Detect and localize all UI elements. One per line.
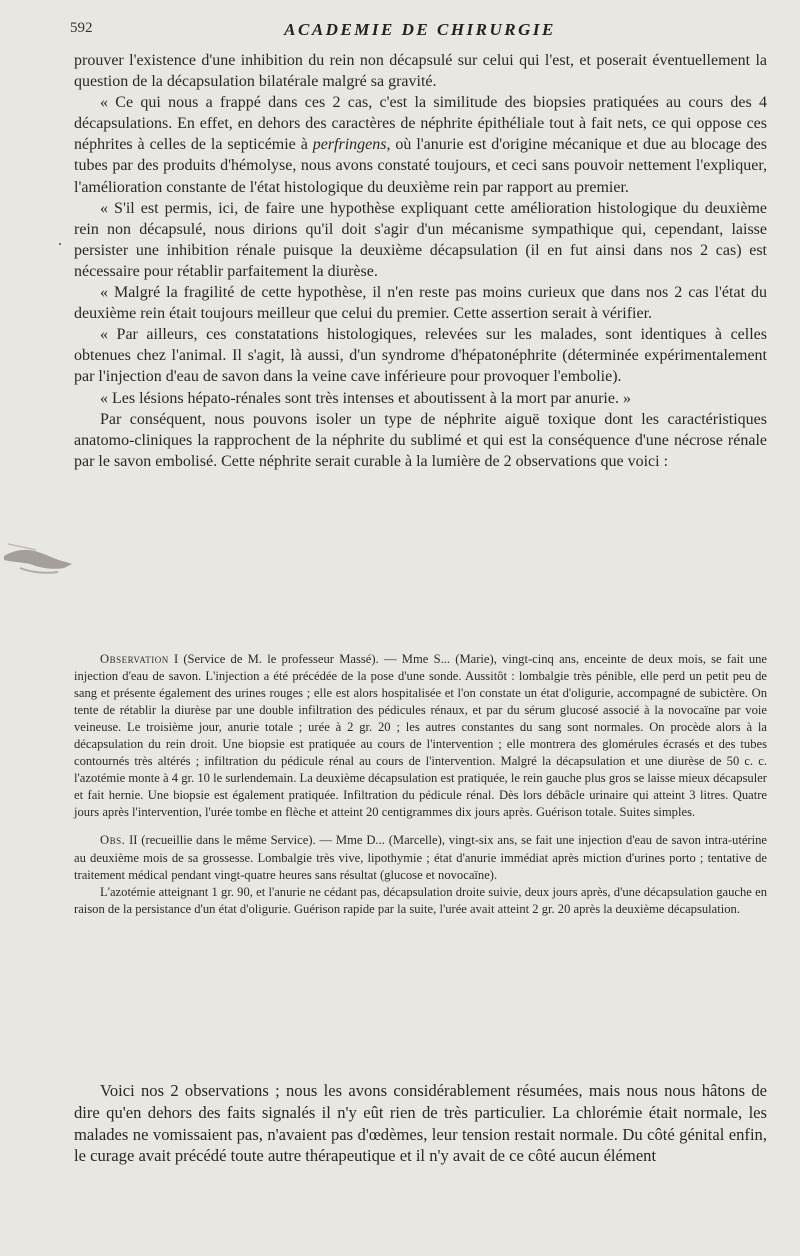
paragraph: « Par ailleurs, ces constatations histologiques, relevées sur les malades, sont identiques à celles obtenues chez l'animal. Il s'agit, là aussi, d'un syndrome d'hépatonéphrite (déterminée expérimentalement par l'injection d'eau de savon dans la veine cave inférieure pour provoquer l'embolie). — [74, 326, 767, 386]
text-run: , où l'anurie est d'origine mécanique et due au blocage des tubes par des produits d'hémolyse, nous avons constaté toujours, et ceci sans pouvoir nettement l'expliquer, l'amélioration constante de l'état histologique du deuxième rein par rapport au premier. — [74, 136, 768, 196]
ink-stain-mark — [0, 528, 80, 584]
paragraph: prouver l'existence d'une inhibition du rein non décapsulé sur celui qui l'est, et poserait éventuellement la question de la décapsulation bilatérale malgré sa gravité. — [74, 52, 767, 91]
observation-text: I (Service de M. le professeur Massé). — Mme S... (Marie), vingt-cinq ans, enceinte de deux mois, se fait une injection d'eau de savon. L'injection a été précédée de la pose d'une sonde. Aussitôt : lombalgie très pénible, elle perd un petit peu de sang et présente également des urines rouges ; elle est alors hospitalisée et l'on constate un état d'oligurie, accompagné de subictère. On tente de rétablir la diurèse par une double infiltration des pédicules rénaux, et par du sérum glucosé associé à la novocaïne par voie veineuse. Le troisième jour, anurie totale ; urée à 2 gr. 20 ; les autres constantes du sang sont normales. On procède alors à la décapsulation du rein droit. Une biopsie est pratiquée au cours de l'intervention ; elle montrera des glomérules écrasés et des tubes contournés très altérés ; infiltration du pédicule rénal au cours de l'intervention. Malgré la décapsulation et une diurèse de 50 c. c. l'azotémie monte à 4 gr. 10 le surlendemain. La deuxième décapsulation est pratiquée, le rein gauche plus gros se laisse mieux décapsuler et fait hernie. Une biopsie est également pratiquée. Infiltration du pédicule rénal. Dès lors débâcle urinaire qui atteint 3 litres. Quatre jours après l'intervention, l'urée tombe en flèche et atteint 20 centigrammes dix jours après. Guérison totale. Suites simples. — [74, 652, 767, 820]
margin-bullet: . — [58, 232, 62, 249]
observation-label: Obs. — [100, 833, 126, 848]
paragraph: « S'il est permis, ici, de faire une hypothèse expliquant cette amélioration histologique du deuxième rein non décapsulé, nous dirions qu'il doit s'agir d'un mécanisme sympathique qui, cependant, laisse persister une inhibition rénale puisque la deuxième décapsulation (il en fut ainsi dans nos 2 cas) est nécessaire pour rétablir parfaitement la diurèse. — [74, 199, 767, 280]
observation-label: Observation — [100, 652, 169, 666]
page-number: 592 — [70, 20, 93, 36]
paragraph: Par conséquent, nous pouvons isoler un type de néphrite aiguë toxique dont les caractéristiques anatomo-cliniques la rapprochent de la néphrite du sublimé et qui est la conséquence d'une nécrose rénale par le savon embolisé. Cette néphrite serait curable à la lumière de 2 observations que voici : — [74, 410, 767, 470]
paragraph: « Les lésions hépato-rénales sont très intenses et aboutissent à la mort par anurie. » — [100, 389, 631, 407]
observation-2-continued: L'azotémie atteignant 1 gr. 90, et l'anurie ne cédant pas, décapsulation droite suivie, deux jours après, d'une décapsulation gauche en raison de la persistance d'un état d'oligurie. Guérison rapide par la suite, l'urée avait atteint 2 gr. 20 après la deuxième décapsulation. — [74, 884, 767, 916]
paragraph — [74, 92, 767, 197]
running-title: ACADEMIE DE CHIRURGIE — [284, 20, 556, 39]
observation-2 — [74, 832, 767, 883]
paragraph: « Malgré la fragilité de cette hypothèse, il n'en reste pas moins curieux que dans nos 2 cas l'état du deuxième rein était toujours meilleur que celui du premier. Cette assertion serait à vérifier. — [74, 284, 767, 323]
italic-term: perfringens — [312, 136, 387, 154]
observations-block — [74, 651, 767, 918]
text-run: « Ce qui nous a frappé dans ces 2 cas, c'est la similitude des biopsies pratiquées au cours des 4 décapsulations. En effet, en dehors des caractères de néphrite épithéliale tout à fait nets, ce qui oppose ces néphrites à celles de la septicémie à — [74, 94, 767, 154]
paragraph: Voici nos 2 observations ; nous les avons considérablement résumées, mais nous nous hâtons de dire qu'en dehors des faits signalés il n'y eût rien de très particulier. La chlorémie était normale, les malades ne vomissaient pas, n'avaient pas d'œdèmes, leur tension restait normale. Du côté génital enfin, le curage avait précédé toute autre thérapeutique et il n'y avait de ce côté aucun élément — [74, 1081, 767, 1166]
main-text — [74, 50, 767, 472]
observation-text: II (recueillie dans le même Service). — Mme D... (Marcelle), vingt-six ans, se fait une injection d'eau de savon intra-utérine au deuxième mois de sa grossesse. Lombalgie très vive, lipothymie ; état d'anurie immédiat après miction d'urines porto ; tentative de traitement médical pendant vingt-quatre heures sans résultat (glucose et novocaïne). — [74, 833, 767, 882]
page-header — [70, 18, 770, 44]
observation-1 — [74, 651, 767, 821]
closing-text — [74, 1080, 767, 1167]
